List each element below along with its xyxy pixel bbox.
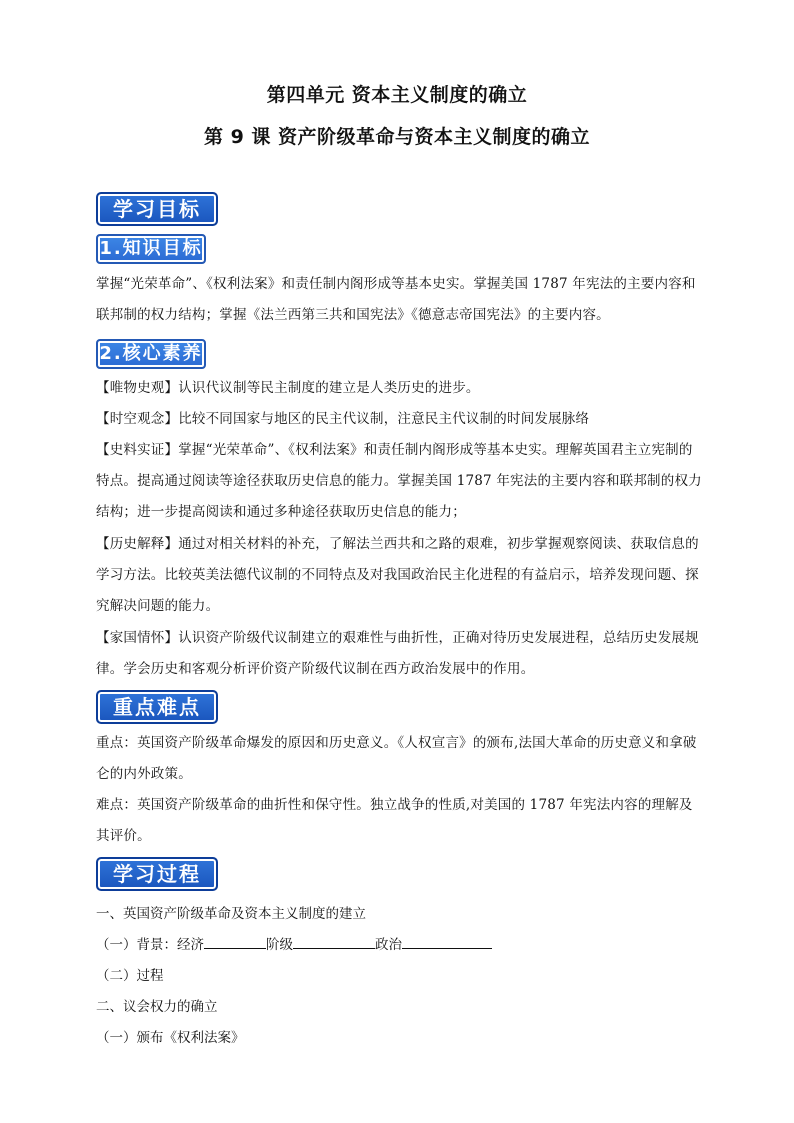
literacy-patriotism: 【家国情怀】认识资产阶级代议制建立的艰难性与曲折性，正确对待历史发展进程，总结历史发展规律。学会历史和客观分析评价资产阶级代议制在西方政治发展中的作用。 <box>96 630 699 677</box>
background-label: （一）背景：经济 <box>96 937 204 953</box>
lesson-title: 第 9 课 资产阶级革命与资本主义制度的确立 <box>203 126 591 148</box>
process-item-1-1 <box>96 933 492 953</box>
section-learning-process: 学习过程 <box>96 857 218 891</box>
literacy-evidence: 【史料实证】掌握“光荣革命”、《权利法案》和责任制内阁形成等基本史实。理解英国君主立宪制的特点。提高通过阅读等途径获取历史信息的能力。掌握美国 1787 年宪法的主要内容和联邦制的权力结构；进一步提高阅读和通过多种途径获取历史信息的能力； <box>96 442 702 520</box>
difficult-point-text: 难点：英国资产阶级革命的曲折性和保守性。独立战争的性质,对美国的 1787 年宪法内容的理解及其评价。 <box>96 797 693 844</box>
class-blank[interactable] <box>293 935 375 949</box>
section-knowledge-goals: 1.知识目标 <box>96 234 206 264</box>
section-learning-goals: 学习目标 <box>96 192 218 226</box>
economy-blank[interactable] <box>204 935 266 949</box>
knowledge-goals-text: 掌握“光荣革命”、《权利法案》和责任制内阁形成等基本史实。掌握美国 1787 年宪法的主要内容和联邦制的权力结构；掌握《法兰西第三共和国宪法》《德意志帝国宪法》的主要内容。 <box>96 276 696 323</box>
politics-blank[interactable] <box>402 935 492 949</box>
process-item-2: 二、议会权力的确立 <box>96 999 218 1015</box>
process-item-2-1: （一）颁布《权利法案》 <box>96 1030 245 1046</box>
section-core-literacy: 2.核心素养 <box>96 339 206 369</box>
class-label: 阶级 <box>266 937 293 953</box>
literacy-interpretation: 【历史解释】通过对相关材料的补充，了解法兰西共和之路的艰难，初步掌握观察阅读、获取信息的学习方法。比较英美法德代议制的不同特点及对我国政治民主化进程的有益启示，培养发现问题、探究解决问题的能力。 <box>96 536 699 614</box>
process-item-1: 一、英国资产阶级革命及资本主义制度的建立 <box>96 906 366 922</box>
unit-title: 第四单元 资本主义制度的确立 <box>266 84 528 106</box>
literacy-materialism: 【唯物史观】认识代议制等民主制度的建立是人类历史的进步。 <box>96 380 480 396</box>
politics-label: 政治 <box>375 937 402 953</box>
literacy-space-time: 【时空观念】比较不同国家与地区的民主代议制，注意民主代议制的时间发展脉络 <box>96 411 590 427</box>
section-key-points: 重点难点 <box>96 690 218 724</box>
key-point-text: 重点：英国资产阶级革命爆发的原因和历史意义。《人权宣言》的颁布,法国大革命的历史意义和拿破仑的内外政策。 <box>96 735 697 782</box>
process-item-1-2: （二）过程 <box>96 968 164 984</box>
